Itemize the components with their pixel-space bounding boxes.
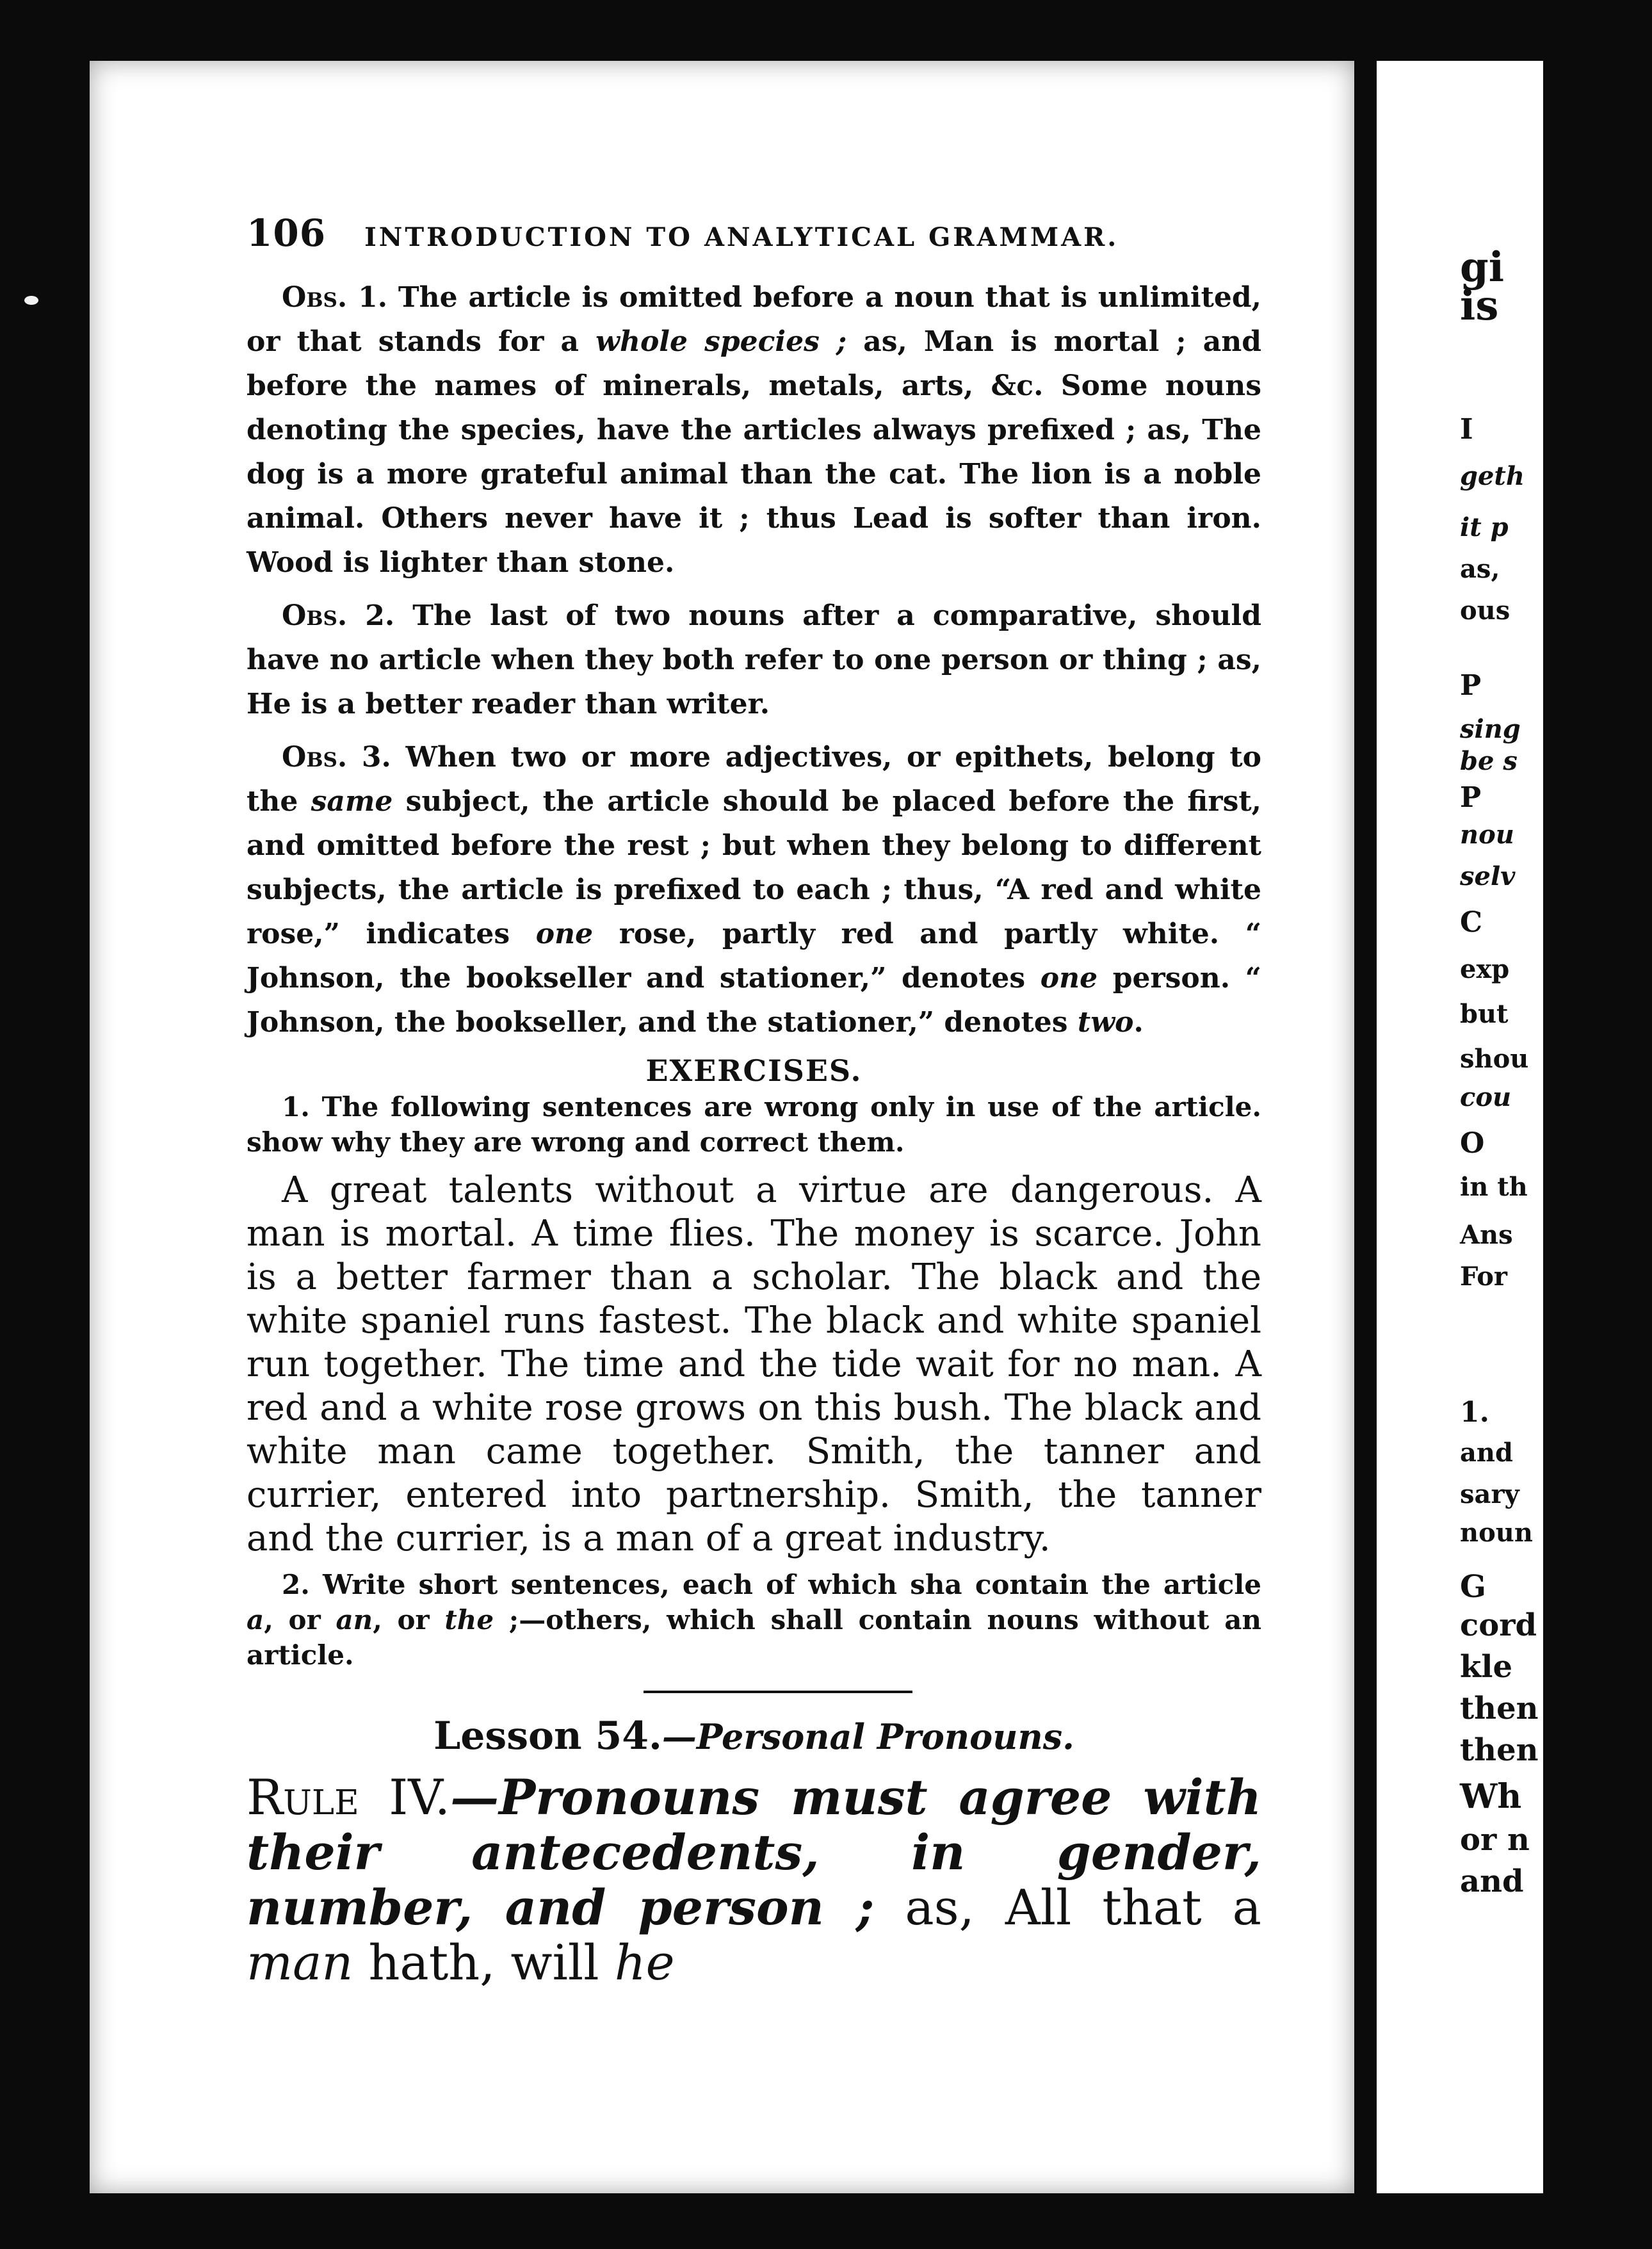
facing-page-fragment: cou (1460, 1082, 1512, 1112)
facing-page-fragment: nou (1460, 820, 1514, 850)
exercise-1-instruction: 1. The following sentences are wrong only in use of the article. show why they are wrong and correct them. (247, 1091, 1261, 1158)
facing-page-fragment: but (1460, 999, 1509, 1029)
exercise-emphasis: a (247, 1604, 264, 1636)
facing-page-fragment: and (1460, 1438, 1513, 1468)
facing-page-fragment: as, (1460, 554, 1500, 584)
facing-page-fragment: Wh (1460, 1777, 1522, 1816)
facing-page-fragment: Ans (1460, 1220, 1513, 1250)
section-divider (644, 1691, 912, 1693)
obs-text: . (1133, 1006, 1144, 1039)
facing-page-fragment: then (1460, 1732, 1539, 1768)
obs-text: subject, the article should be placed before the first, and omitted before the rest ; but when they belong to different subjects, the article is prefixed to each ; thus, “A red and white rose,” indicates (247, 785, 1261, 950)
facing-page (1377, 61, 1543, 2193)
obs-text: person. “ Johnson, the bookseller, and the stationer,” denotes (247, 962, 1261, 1039)
page-number: 106 (247, 211, 327, 255)
obs-text: The article is omitted before a noun that is unlimited, or that stands for a (247, 281, 1261, 358)
rule-emphasis: man (247, 1934, 353, 1991)
exercise-text: 2. Write short sentences, each of which sha (282, 1569, 962, 1600)
facing-page-fragment: I (1460, 413, 1473, 446)
observation-1 (247, 275, 1261, 585)
facing-page-fragment: sary (1460, 1479, 1519, 1509)
obs-label: Obs. 2. (282, 599, 395, 632)
exercise-sentences: A great talents without a virtue are dangerous. A man is mortal. A time flies. The money is scarce. John is a better farmer than a scholar. The black and the white spaniel runs fastest. The black and white spaniel run together. The time and the tide wait for no man. A red and a white rose grows on this bush. The black and white man came together. Smith, the tanner and currier, entered into partnership. Smith, the tanner and the currier, is a man of a great industry. (247, 1169, 1261, 1559)
facing-page-fragment: ous (1460, 596, 1510, 626)
obs-label: Obs. 3. (282, 741, 391, 774)
obs-emphasis: two (1077, 1006, 1134, 1039)
rule-statement (247, 1770, 1261, 1990)
obs-text: When two or more adjectives, or epithets, belong to the (247, 741, 1261, 818)
obs-emphasis: same (311, 785, 393, 818)
exercise-emphasis: the (444, 1604, 494, 1636)
rule-label: Rule IV. (247, 1769, 451, 1826)
facing-page-fragment: geth (1460, 461, 1525, 491)
facing-page-fragment: be s (1460, 746, 1518, 776)
rule-body: —Pronouns must agree with their antecedents, in gender, number, and person ; (247, 1769, 1262, 1936)
facing-page-fragment: in th (1460, 1172, 1528, 1202)
exercise-text: ;—others, which shall contain nouns without an article. (247, 1604, 1262, 1671)
facing-page-fragment: For (1460, 1262, 1507, 1292)
facing-page-fragment: and (1460, 1863, 1524, 1899)
rule-example: hath, will (353, 1934, 615, 1991)
scan-speck (24, 296, 38, 305)
exercise-2-instruction (247, 1567, 1261, 1673)
facing-page-fragment: cord (1460, 1607, 1537, 1643)
rule-emphasis: he (614, 1934, 675, 1991)
facing-page-fragment: exp (1460, 954, 1510, 984)
exercises-heading: EXERCISES. (645, 1053, 862, 1088)
page-header (247, 211, 1261, 256)
obs-text: rose, partly red and partly white. “ Johnson, the bookseller and stationer,” denotes (247, 918, 1261, 995)
facing-page-fragment: is (1460, 282, 1499, 330)
obs-text: as, Man is mortal ; and before the names of minerals, metals, arts, &c. Some nouns denoting the species, have the articles always prefixed ; as, The dog is a more grateful animal than the cat. The lion is a noble animal. Others never have it ; thus Lead is softer than iron. Wood is lighter than stone. (247, 325, 1261, 579)
facing-page-fragment: kle (1460, 1649, 1513, 1685)
lesson-number: Lesson 54. (433, 1714, 662, 1758)
facing-page-fragment: P (1460, 781, 1482, 814)
exercise-text: contain the article (962, 1569, 1262, 1600)
facing-page-fragment: O (1460, 1127, 1485, 1160)
facing-page-fragment: selv (1460, 861, 1516, 891)
lesson-subtitle: —Personal Pronouns. (661, 1716, 1074, 1757)
exercise-emphasis: an (336, 1604, 373, 1636)
lesson-title (247, 1714, 1261, 1758)
facing-page-fragment: then (1460, 1691, 1539, 1726)
observation-2 (247, 594, 1261, 726)
facing-page-fragment: gi (1460, 243, 1505, 291)
facing-page-fragment: P (1460, 669, 1482, 702)
running-title: INTRODUCTION TO ANALYTICAL GRAMMAR. (364, 222, 1119, 252)
facing-page-fragment: shou (1460, 1044, 1529, 1074)
obs-label: Obs. 1. (282, 281, 388, 314)
page-content (247, 211, 1261, 1990)
obs-emphasis: one (535, 918, 594, 950)
facing-page-fragment: noun (1460, 1518, 1533, 1548)
exercise-text: , or (264, 1604, 336, 1636)
observation-3 (247, 735, 1261, 1044)
facing-page-fragment: sing (1460, 714, 1521, 744)
obs-emphasis: one (1040, 962, 1098, 995)
obs-emphasis: whole species ; (595, 325, 847, 358)
facing-page-fragment: it p (1460, 512, 1509, 542)
facing-page-fragment: 1. (1460, 1396, 1489, 1429)
exercise-text: , or (373, 1604, 445, 1636)
facing-page-fragment: or n (1460, 1822, 1530, 1858)
facing-page-fragment: G (1460, 1569, 1486, 1605)
rule-example: as, All that a (874, 1879, 1261, 1936)
obs-text: The last of two nouns after a comparative, should have no article when they both refer to one person or thing ; as, He is a better reader than writer. (247, 599, 1261, 720)
facing-page-fragment: C (1460, 906, 1483, 939)
